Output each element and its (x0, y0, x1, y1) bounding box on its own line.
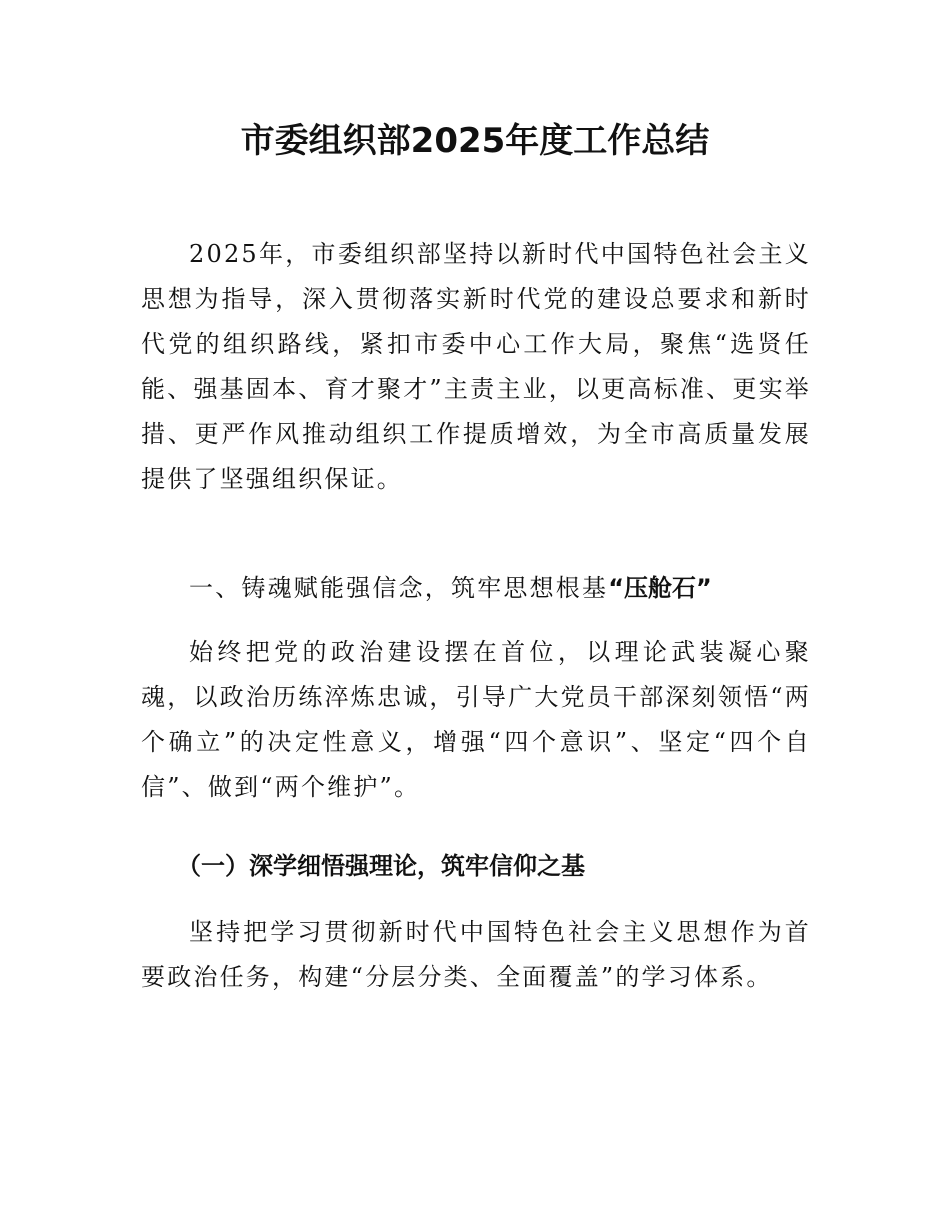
section1-body-block (141, 630, 811, 810)
subsection1-paragraph: 坚持把学习贯彻新时代中国特色社会主义思想作为首要政治任务，构建“分层分类、全面覆盖”的学习体系。 (141, 918, 811, 991)
section1-heading-prefix: 一、铸魂赋能强信念，筑牢思想根基 (189, 574, 609, 602)
subsection1-heading-block (141, 844, 811, 889)
section1-heading-block (141, 566, 811, 611)
section1-paragraph: 始终把党的政治建设摆在首位，以理论武装凝心聚魂，以政治历练淬炼忠诚，引导广大党员干部深刻领悟“两个确立”的决定性意义，增强“四个意识”、坚定“四个自信”、做到“两个维护”。 (141, 638, 811, 801)
subsection1-heading: （一）深学细悟强理论，筑牢信仰之基 (177, 852, 585, 880)
document-title: 市委组织部2025年度工作总结 (240, 121, 710, 161)
section1-heading (141, 566, 811, 611)
intro-block (141, 232, 811, 502)
section1-heading-emphasis: “压舱石” (608, 574, 712, 602)
intro-paragraph: 2025年，市委组织部坚持以新时代中国特色社会主义思想为指导，深入贯彻落实新时代党的建设总要求和新时代党的组织路线，紧扣市委中心工作大局，聚焦“选贤任能、强基固本、育才聚才”主责主业，以更高标准、更实举措、更严作风推动组织工作提质增效，为全市高质量发展提供了坚强组织保证。 (141, 240, 811, 493)
subsection1-body-block (141, 910, 811, 1000)
